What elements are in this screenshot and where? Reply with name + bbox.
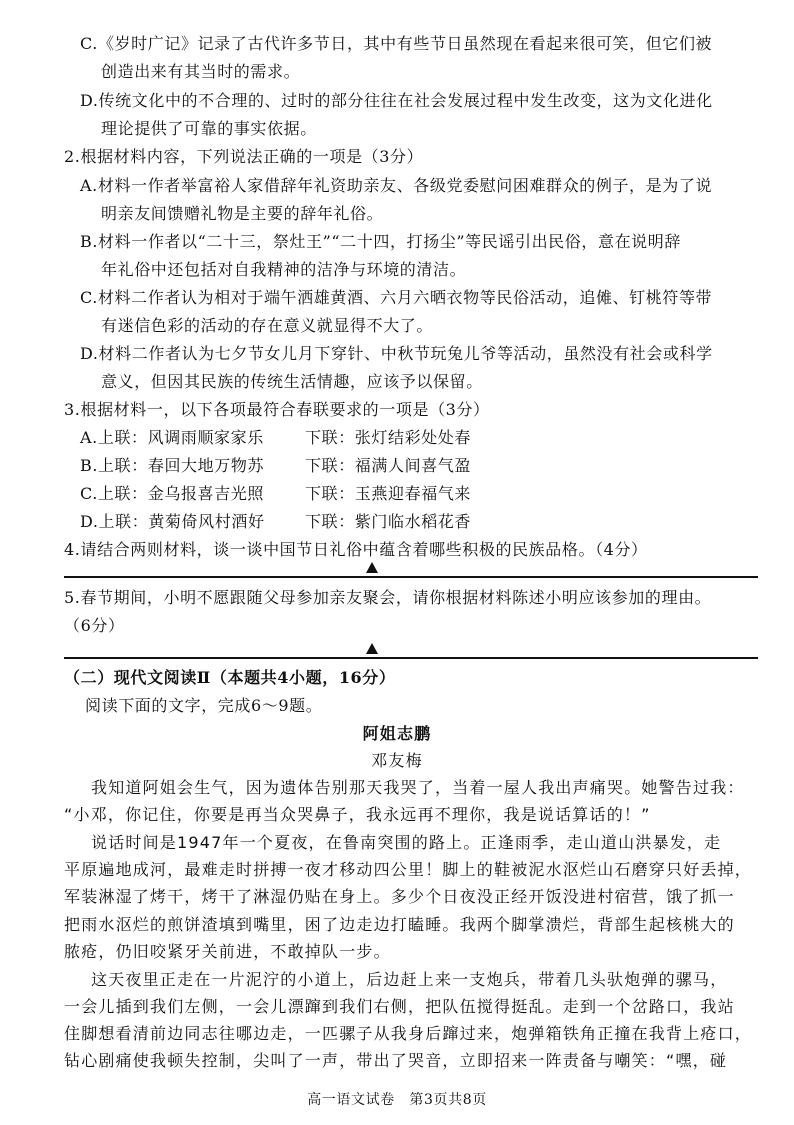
q3-option-b-upper: B.上联：春回大地万物苏: [80, 456, 265, 475]
article-line: 我知道阿姐会生气，因为遗体告别那天我哭了，当着一屋人我出声痛哭。她警告过我：: [91, 778, 745, 797]
article-line: 住脚想看清前边同志往哪边走，一匹骡子从我身后蹿过来，炮弹箱铁角正撞在我背上疮口，: [64, 1024, 753, 1043]
q2-option-c-line2: 有迷信色彩的活动的存在意义就显得不大了。: [101, 316, 434, 335]
q1-option-d-line1: D.传统文化中的不合理的、过时的部分往往在社会发展过程中发生改变，这为文化进化: [80, 91, 713, 110]
article-line: “小邓，你记住，你要是再当众哭鼻子，我永远再不理你，我是说话算话的！”: [64, 805, 651, 824]
page-footer: 高一语文试卷 第3页共8页: [307, 1092, 487, 1108]
article-line: 把雨水沤烂的煎饼渣填到嘴里，困了边走边打瞌睡。我两个脚掌溃烂，背部生起核桃大的: [64, 915, 735, 934]
q1-option-d-line2: 理论提供了可靠的事实依据。: [101, 119, 317, 138]
article-line: 钻心剧痛使我顿失控制，尖叫了一声，带出了哭音，立即招来一阵责备与嘲笑：“嘿，碰: [64, 1051, 728, 1070]
q2-option-b-line2: 年礼俗中还包括对自我精神的洁净与环境的清洁。: [101, 260, 467, 279]
article-line: 这天夜里正走在一片泥泞的小道上，后边赶上来一支炮兵，带着几头驮炮弹的骡马，: [91, 970, 728, 989]
q5-stem-line2: （6分）: [64, 616, 125, 635]
article-title: 阿姐志鹏: [362, 724, 432, 743]
article-author: 邓友梅: [371, 751, 423, 770]
q3-option-c-upper: C.上联：金乌报喜吉光照: [80, 484, 264, 503]
q2-stem: 2.根据材料内容，下列说法正确的一项是（3分）: [64, 147, 424, 166]
q3-option-b-lower: 下联：福满人间喜气盈: [305, 456, 472, 475]
answer-rule-q5: [64, 657, 758, 659]
section-instruction: 阅读下面的文字，完成6～9题。: [85, 696, 323, 715]
q2-option-d-line2: 意义，但因其民族的传统生活情趣，应该予以保留。: [101, 372, 483, 391]
answer-marker-triangle-icon: [366, 562, 378, 573]
q4-stem: 4.请结合两则材料，谈一谈中国节日礼俗中蕴含着哪些积极的民族品格。（4分）: [64, 540, 648, 559]
q2-option-d-line1: D.材料二作者认为七夕节女儿月下穿针、中秋节玩兔儿爷等活动，虽然没有社会或科学: [80, 344, 713, 363]
q2-option-a-line1: A.材料一作者举富裕人家借辞年礼资助亲友、各级党委慰问困难群众的例子，是为了说: [80, 176, 713, 195]
q2-option-b-line1: B.材料一作者以“二十三，祭灶王”“二十四，打扬尘”等民谣引出民俗，意在说明辞: [80, 232, 681, 251]
q1-option-c-line2: 创造出来有其当时的需求。: [101, 62, 301, 81]
q3-option-d-upper: D.上联：黄菊倚风村酒好: [80, 512, 265, 531]
answer-rule-q4: [64, 576, 758, 578]
answer-marker-triangle-icon: [366, 643, 378, 654]
q3-option-d-lower: 下联：紫门临水稻花香: [305, 512, 472, 531]
article-line: 军装淋湿了烤干，烤干了淋湿仍贴在身上。多少个日夜没正经开饭没进村宿营，饿了抓一: [64, 887, 735, 906]
section-heading: （二）现代文阅读Ⅱ（本题共4小题，16分）: [64, 668, 396, 687]
q5-stem-line1: 5.春节期间，小明不愿跟随父母参加亲友聚会，请你根据材料陈述小明应该参加的理由。: [64, 588, 712, 607]
article-line: 一会儿插到我们左侧，一会儿漂蹿到我们右侧，把队伍搅得挺乱。走到一个岔路口，我站: [64, 997, 735, 1016]
article-line: 脓疮，仍旧咬紧牙关前进，不敢掉队一步。: [64, 942, 391, 961]
q1-option-c-line1: C.《岁时广记》记录了古代许多节日，其中有些节日虽然现在看起来很可笑，但它们被: [80, 34, 713, 53]
q3-option-c-lower: 下联：玉燕迎春福气来: [305, 484, 472, 503]
q2-option-a-line2: 明亲友间馈赠礼物是主要的辞年礼俗。: [101, 204, 384, 223]
q3-option-a-upper: A.上联：风调雨顺家家乐: [80, 428, 264, 447]
q2-option-c-line1: C.材料二作者认为相对于端午洒雄黄酒、六月六晒衣物等民俗活动，追傩、钉桃符等带: [80, 288, 713, 307]
article-line: 说话时间是1947年一个夏夜，在鲁南突围的路上。正逢雨季，走山道山洪暴发，走: [91, 833, 722, 852]
q3-stem: 3.根据材料一，以下各项最符合春联要求的一项是（3分）: [64, 400, 490, 419]
article-line: 平原遍地成河，最难走时拼搏一夜才移动四公里！脚上的鞋被泥水沤烂山石磨穿只好丢掉，: [64, 860, 753, 879]
q3-option-a-lower: 下联：张灯结彩处处春: [305, 428, 472, 447]
